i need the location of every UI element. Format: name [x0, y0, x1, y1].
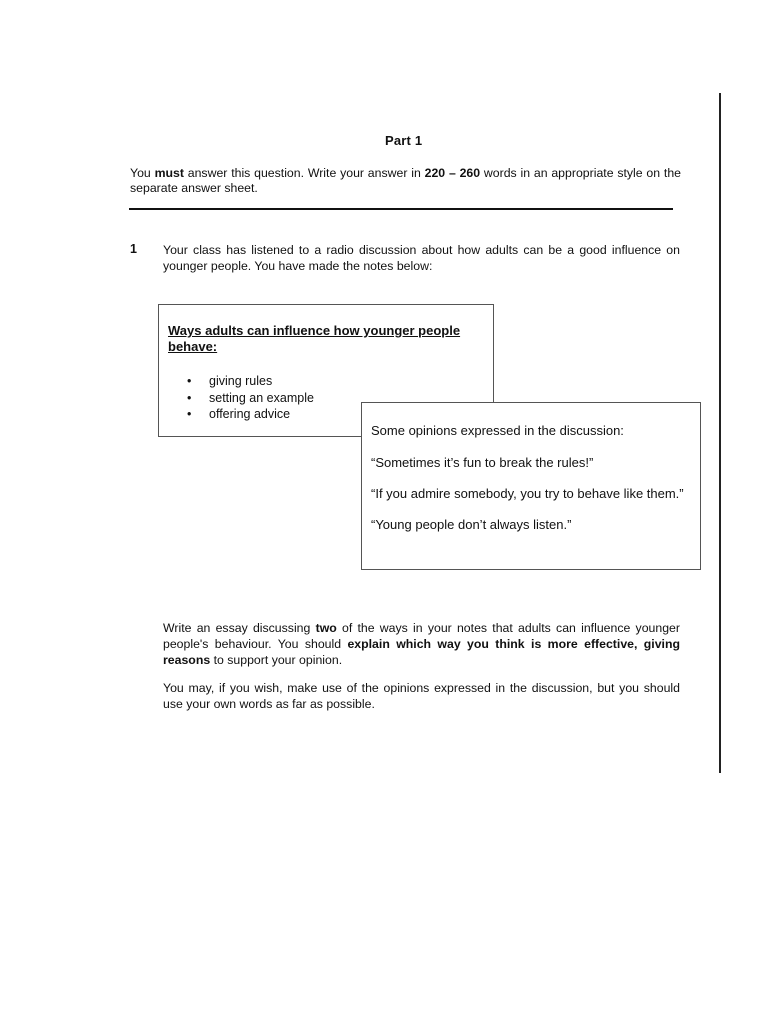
- task-instructions: [163, 620, 680, 668]
- instructions-text-1: You: [130, 166, 155, 180]
- notes-item-label: setting an example: [209, 390, 314, 405]
- task-emphasis: explain which way you think is more effective, giving reasons: [163, 637, 680, 667]
- instructions: [130, 166, 681, 196]
- notes-item: [179, 390, 314, 407]
- notes-item: [179, 406, 314, 423]
- question-number: 1: [130, 242, 137, 256]
- notes-item-label: giving rules: [209, 374, 273, 388]
- task-text-2: of the ways in your notes that adults can influence younger people's behaviour. You should: [163, 621, 680, 651]
- opinion-quote: “Sometimes it’s fun to break the rules!”: [371, 455, 594, 470]
- instructions-text-3: words in an appropriate style on the separate answer sheet.: [130, 166, 681, 195]
- notes-item: [179, 373, 314, 390]
- opinions-box: [361, 402, 701, 570]
- part-title: Part 1: [385, 133, 423, 148]
- task-text-1: Write an essay discussing: [163, 621, 316, 635]
- task-optional-note: You may, if you wish, make use of the opinions expressed in the discussion, but you should use your own words as far as possible.: [163, 681, 680, 711]
- page-edge-rule: [719, 93, 721, 773]
- opinions-heading: Some opinions expressed in the discussion:: [371, 423, 624, 438]
- opinion-quote: “If you admire somebody, you try to behave like them.”: [371, 486, 684, 501]
- notes-item-label: offering advice: [209, 407, 291, 421]
- bullet-icon: •: [187, 407, 192, 421]
- section-divider: [129, 208, 673, 210]
- task-text-3: to support your opinion.: [210, 653, 343, 667]
- bullet-icon: •: [187, 390, 192, 405]
- notes-list: [179, 373, 314, 423]
- instructions-word-count: 220 – 260: [424, 166, 481, 180]
- opinion-quote: “Young people don’t always listen.”: [371, 517, 572, 532]
- instructions-must: must: [154, 166, 184, 180]
- notes-heading: Ways adults can influence how younger people behave:: [168, 323, 461, 354]
- task-two: two: [315, 621, 337, 635]
- instructions-text-2: answer this question. Write your answer in: [183, 166, 425, 180]
- bullet-icon: •: [187, 374, 192, 388]
- question-stem: Your class has listened to a radio discussion about how adults can be a good influence on younger people. You have made the notes below:: [163, 243, 680, 273]
